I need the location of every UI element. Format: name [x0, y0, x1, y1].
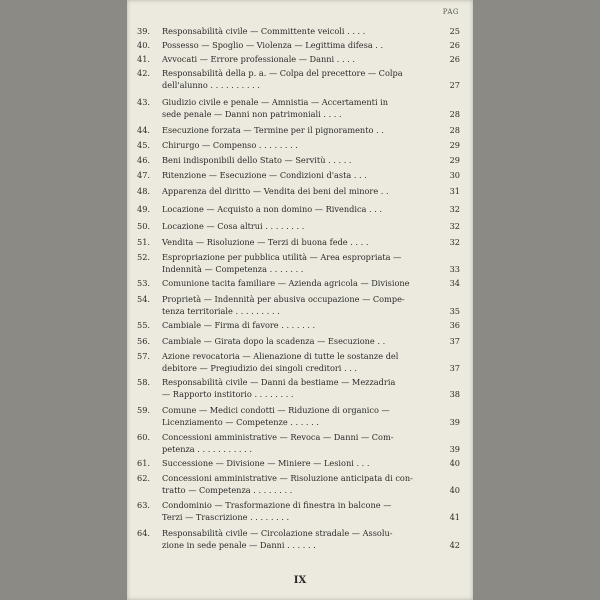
- entry-title: [162, 54, 427, 66]
- entry-title-line: Terzi — Trascrizione . . . . . . . .: [162, 511, 290, 522]
- entry-page-number: 34: [449, 278, 460, 288]
- entry-page-number: 35: [449, 305, 460, 316]
- entry-title-line: Possesso — Spoglio — Violenza — Legittima difesa . .: [162, 40, 384, 50]
- entry-title: [162, 97, 427, 120]
- entry-title: [162, 40, 427, 52]
- entry-page-number: 30: [449, 170, 460, 180]
- entry-title-line: Concessioni amministrative — Risoluzione anticipata di con-: [162, 473, 413, 483]
- entry-page-number: 39: [449, 443, 460, 454]
- entry-number: 56.: [137, 336, 151, 346]
- entry-page-number: 38: [449, 388, 460, 399]
- entry-title: [162, 528, 427, 551]
- entry-title: [162, 351, 427, 374]
- entry-page-number: 37: [449, 336, 460, 346]
- entry-title-line: Responsabilità civile — Committente veicoli . . . .: [162, 26, 366, 36]
- entry-title-line: Responsabilità della p. a. — Colpa del precettore — Colpa: [162, 68, 403, 78]
- entry-title-line: debitore — Pregiudizio dei singoli creditori . . .: [162, 362, 358, 373]
- entry-number: 49.: [137, 204, 151, 214]
- entry-title: [162, 320, 427, 332]
- entry-number: 59.: [137, 405, 151, 415]
- entry-number: 64.: [137, 528, 151, 538]
- entry-title-line: Responsabilità civile — Circolazione stradale — Assolu-: [162, 528, 393, 538]
- entry-page-number: 40: [449, 484, 460, 495]
- entry-title-line: Successione — Divisione — Miniere — Lesioni . . .: [162, 458, 370, 468]
- entry-title-line: Proprietà — Indennità per abusiva occupazione — Compe-: [162, 294, 405, 304]
- entry-page-number: 26: [449, 54, 460, 64]
- entry-title-line: sede penale — Danni non patrimoniali . . . .: [162, 108, 342, 119]
- entry-number: 57.: [137, 351, 151, 361]
- entry-number: 55.: [137, 320, 151, 330]
- entry-title: [162, 294, 427, 317]
- entry-number: 51.: [137, 237, 151, 247]
- entry-title: [162, 125, 427, 137]
- entry-title-line: petenza . . . . . . . . . . .: [162, 443, 252, 454]
- entry-title-line: Avvocati — Errore professionale — Danni . . . .: [162, 54, 355, 64]
- entry-title: [162, 140, 427, 152]
- entry-page-number: 28: [449, 125, 460, 135]
- entry-title: [162, 405, 427, 428]
- entry-title-line: Ritenzione — Esecuzione — Condizioni d'asta . . .: [162, 170, 367, 180]
- entry-number: 39.: [137, 26, 151, 36]
- entry-title-line: Chirurgo — Compenso . . . . . . . .: [162, 140, 298, 150]
- entry-page-number: 37: [449, 362, 460, 373]
- entry-page-number: 42: [449, 539, 460, 550]
- entry-page-number: 28: [449, 108, 460, 119]
- entry-title-line: Comune — Medici condotti — Riduzione di organico —: [162, 405, 390, 415]
- entry-number: 61.: [137, 458, 151, 468]
- entry-page-number: 31: [449, 186, 460, 196]
- entry-number: 62.: [137, 473, 151, 483]
- entry-number: 43.: [137, 97, 151, 107]
- entry-title-line: Comunione tacita familiare — Azienda agricola — Divisione: [162, 278, 410, 288]
- entry-title-line: — Rapporto institorio . . . . . . . .: [162, 388, 294, 399]
- entry-title-line: Esecuzione forzata — Termine per il pignoramento . .: [162, 125, 384, 135]
- entry-title-line: Apparenza del diritto — Vendita dei beni del minore . .: [162, 186, 389, 196]
- entry-title-line: Locazione — Acquisto a non domino — Rivendica . . .: [162, 204, 383, 214]
- entry-title: [162, 204, 427, 216]
- entry-title-line: Responsabilità civile — Danni da bestiame — Mezzadria: [162, 377, 396, 387]
- entry-title: [162, 155, 427, 167]
- entry-title: [162, 278, 427, 290]
- entry-page-number: 27: [449, 79, 460, 90]
- entry-title-line: tratto — Competenza . . . . . . . .: [162, 484, 293, 495]
- entry-number: 60.: [137, 432, 151, 442]
- entry-title-line: Indennità — Competenza . . . . . . .: [162, 263, 304, 274]
- entry-number: 48.: [137, 186, 151, 196]
- entry-title: [162, 170, 427, 182]
- entry-number: 47.: [137, 170, 151, 180]
- entry-title: [162, 186, 427, 198]
- document-page: [127, 0, 473, 600]
- entry-page-number: 41: [449, 511, 460, 522]
- entry-title-line: Cambiale — Firma di favore . . . . . . .: [162, 320, 316, 330]
- entry-title-line: zione in sede penale — Danni . . . . . .: [162, 539, 316, 550]
- entry-title: [162, 221, 427, 233]
- entry-title-line: Vendita — Risoluzione — Terzi di buona fede . . . .: [162, 237, 369, 247]
- entry-page-number: 40: [449, 458, 460, 468]
- entry-title: [162, 26, 427, 38]
- entry-number: 54.: [137, 294, 151, 304]
- entry-title-line: Concessioni amministrative — Revoca — Danni — Com-: [162, 432, 394, 442]
- entry-number: 52.: [137, 252, 151, 262]
- entry-page-number: 33: [449, 263, 460, 274]
- entry-page-number: 39: [449, 416, 460, 427]
- page-column-header: PAG: [442, 8, 459, 16]
- entry-page-number: 32: [449, 237, 460, 247]
- entry-title: [162, 252, 427, 275]
- entry-title-line: Giudizio civile e penale — Amnistia — Accertamenti in: [162, 97, 389, 107]
- entry-title: [162, 68, 427, 91]
- entry-title-line: Azione revocatoria — Alienazione di tutte le sostanze del: [162, 351, 399, 361]
- entry-page-number: 36: [449, 320, 460, 330]
- entry-title: [162, 432, 427, 455]
- entry-page-number: 29: [449, 140, 460, 150]
- entry-title-line: Beni indisponibili dello Stato — Servitù . . . . .: [162, 155, 352, 165]
- entry-title: [162, 500, 427, 523]
- entry-number: 46.: [137, 155, 151, 165]
- entry-title-line: Cambiale — Girata dopo la scadenza — Esecuzione . .: [162, 336, 386, 346]
- entry-page-number: 32: [449, 221, 460, 231]
- entry-title-line: Espropriazione per pubblica utilità — Area espropriata —: [162, 252, 402, 262]
- entry-number: 41.: [137, 54, 151, 64]
- entry-title-line: Licenziamento — Competenze . . . . . .: [162, 416, 319, 427]
- entry-title: [162, 237, 427, 249]
- entry-title-line: tenza territoriale . . . . . . . . .: [162, 305, 280, 316]
- entry-number: 63.: [137, 500, 151, 510]
- entry-number: 50.: [137, 221, 151, 231]
- entry-page-number: 29: [449, 155, 460, 165]
- entry-page-number: 26: [449, 40, 460, 50]
- entry-page-number: 32: [449, 204, 460, 214]
- entry-number: 44.: [137, 125, 151, 135]
- entry-title: [162, 458, 427, 470]
- entry-number: 42.: [137, 68, 151, 78]
- entry-title: [162, 377, 427, 400]
- entry-title-line: dell'alunno . . . . . . . . . .: [162, 79, 260, 90]
- entry-number: 58.: [137, 377, 151, 387]
- entry-page-number: 25: [449, 26, 460, 36]
- entry-number: 40.: [137, 40, 151, 50]
- entry-title: [162, 473, 427, 496]
- entry-number: 45.: [137, 140, 151, 150]
- entry-title-line: Condominio — Trasformazione di finestra in balcone —: [162, 500, 392, 510]
- entry-number: 53.: [137, 278, 151, 288]
- entry-title: [162, 336, 427, 348]
- page-number: IX: [293, 575, 307, 586]
- entry-title-line: Locazione — Cosa altrui . . . . . . . .: [162, 221, 305, 231]
